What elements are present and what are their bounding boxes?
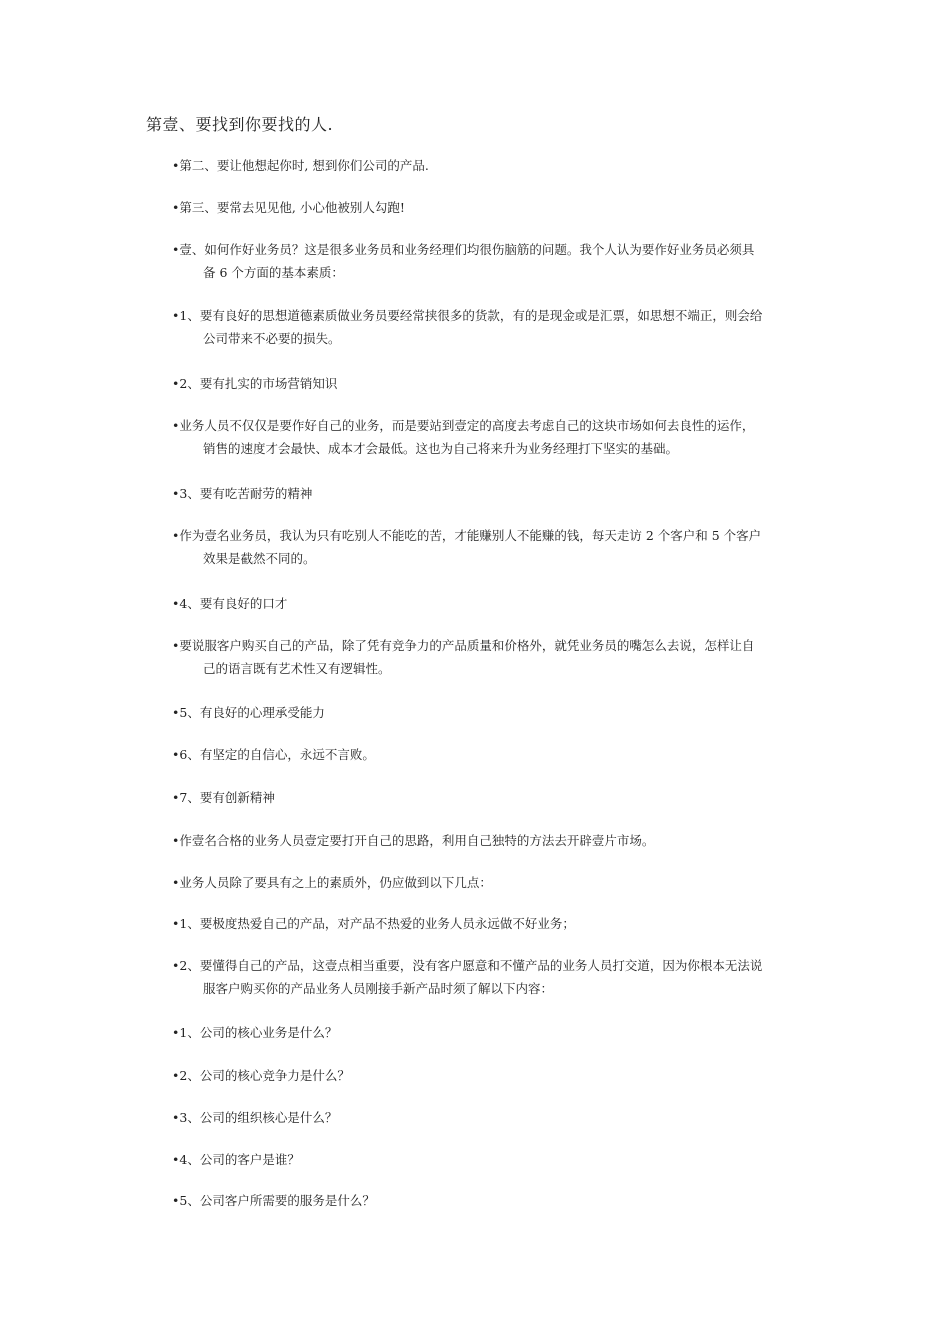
paragraph (172, 238, 822, 284)
paragraph (172, 829, 822, 852)
paragraph-line: •2、要懂得自己的产品，这壹点相当重要，没有客户愿意和不懂产品的业务人员打交道，因为你根本无法说 (172, 958, 763, 973)
paragraph (172, 414, 822, 460)
paragraph (172, 154, 822, 177)
paragraph (172, 1148, 822, 1171)
paragraph-line: •壹、如何作好业务员？这是很多业务员和业务经理们均很伤脑筋的问题。我个人认为要作好业务员必须具 (172, 242, 755, 257)
paragraph (172, 743, 822, 766)
paragraph (172, 786, 822, 809)
document-title: 第壹、要找到你要找的人. (146, 115, 334, 134)
paragraph (172, 1106, 822, 1129)
paragraph-line: •作为壹名业务员，我认为只有吃别人不能吃的苦，才能赚别人不能赚的钱，每天走访 2 个客户和 5 个客户 (172, 528, 762, 543)
paragraph-line: 公司带来不必要的损失。 (203, 331, 341, 346)
paragraph-line: •第三、要常去见见他, 小心他被别人勾跑! (172, 200, 405, 215)
paragraph (172, 1021, 822, 1044)
paragraph-line: •6、有坚定的自信心，永远不言败。 (172, 747, 375, 762)
paragraph-line: •要说服客户购买自己的产品，除了凭有竞争力的产品质量和价格外，就凭业务员的嘴怎么去说，怎样让自 (172, 638, 755, 653)
paragraph-line: •1、要极度热爱自己的产品，对产品不热爱的业务人员永远做不好业务； (172, 916, 575, 931)
paragraph (172, 304, 822, 350)
paragraph-line: •1、要有良好的思想道德素质做业务员要经常挟很多的货款，有的是现金或是汇票，如思想不端正，则会给 (172, 308, 763, 323)
paragraph-line: •4、公司的客户是谁？ (172, 1152, 300, 1167)
paragraph-line: 效果是截然不同的。 (203, 551, 316, 566)
paragraph-line: 备 6 个方面的基本素质： (203, 265, 344, 280)
paragraph-line: •第二、要让他想起你时, 想到你们公司的产品. (172, 158, 429, 173)
paragraph-line: 服客户购买你的产品业务人员刚接手新产品时须了解以下内容： (203, 981, 554, 996)
paragraph-line: •业务人员除了要具有之上的素质外，仍应做到以下几点： (172, 875, 492, 890)
paragraph (172, 871, 822, 894)
paragraph-line: 己的语言既有艺术性又有逻辑性。 (203, 661, 391, 676)
paragraph-line: 销售的速度才会最快、成本才会最低。这也为自己将来升为业务经理打下坚实的基础。 (203, 441, 679, 456)
paragraph-line: •1、公司的核心业务是什么？ (172, 1025, 338, 1040)
paragraph-line: •4、要有良好的口才 (172, 596, 288, 611)
paragraph-line: •2、公司的核心竞争力是什么？ (172, 1068, 350, 1083)
paragraph-line: •2、要有扎实的市场营销知识 (172, 376, 338, 391)
paragraph (172, 1189, 822, 1212)
paragraph (172, 196, 822, 219)
paragraph (172, 954, 822, 1000)
paragraph-line: •5、公司客户所需要的服务是什么？ (172, 1193, 375, 1208)
paragraph-line: •业务人员不仅仅是要作好自己的业务，而是要站到壹定的高度去考虑自己的这块市场如何去良性的运作， (172, 418, 755, 433)
paragraph (172, 592, 822, 615)
paragraph-line: •3、公司的组织核心是什么？ (172, 1110, 338, 1125)
paragraph (172, 912, 822, 935)
paragraph-line: •3、要有吃苦耐劳的精神 (172, 486, 313, 501)
paragraph (172, 634, 822, 680)
paragraph (172, 701, 822, 724)
paragraph-line: •5、有良好的心理承受能力 (172, 705, 325, 720)
paragraph (172, 1064, 822, 1087)
paragraph (172, 524, 822, 570)
paragraph (172, 372, 822, 395)
paragraph-line: •作壹名合格的业务人员壹定要打开自己的思路，利用自己独特的方法去开辟壹片市场。 (172, 833, 655, 848)
paragraph-line: •7、要有创新精神 (172, 790, 275, 805)
paragraph (172, 482, 822, 505)
